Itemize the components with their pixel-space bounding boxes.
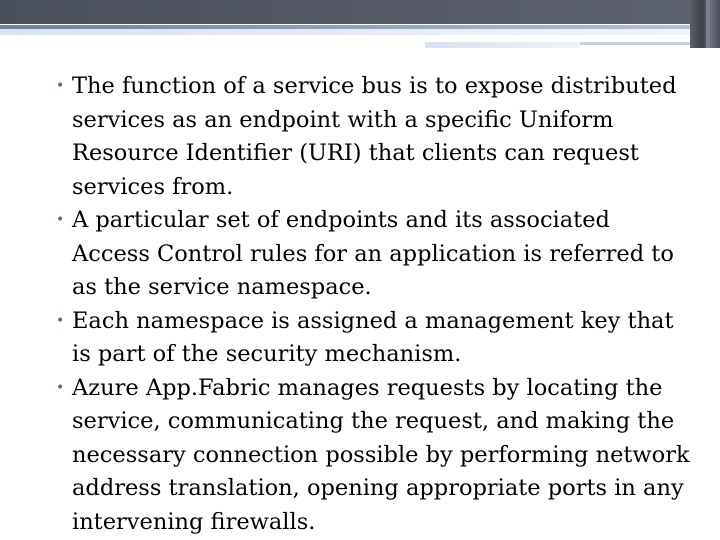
bullet-item (52, 204, 692, 305)
bullet-text: The function of a service bus is to expose distributed services as an endpoint with a specific Uniform Resource Identifier (URI) that clients can request services from. (72, 73, 677, 200)
bullet-icon: • (56, 212, 65, 228)
bullet-item (52, 70, 692, 204)
header-light-rule (0, 29, 720, 35)
corner-stripe (706, 0, 710, 48)
bullet-text: Each namespace is assigned a management key that is part of the security mechanism. (72, 307, 674, 367)
bullet-icon: • (56, 379, 65, 396)
slide-body (52, 70, 692, 539)
bullet-icon: • (56, 78, 65, 94)
corner-decoration (690, 0, 720, 48)
bullet-text: Azure App.Fabric manages requests by locating the service, communicating the request, and making the necessary connection possible by performing network address translation, opening appropriate ports in any intervening firewalls. (72, 374, 690, 535)
header-accent-line (580, 42, 695, 45)
header-band (0, 0, 720, 24)
bullet-item (52, 372, 692, 540)
bullet-list (52, 70, 692, 539)
bullet-item (52, 305, 692, 372)
bullet-icon: • (56, 312, 65, 329)
header-accent-bar (425, 42, 580, 48)
bullet-text: A particular set of endpoints and its associated Access Control rules for an application is referred to as the service namespace. (72, 207, 674, 300)
